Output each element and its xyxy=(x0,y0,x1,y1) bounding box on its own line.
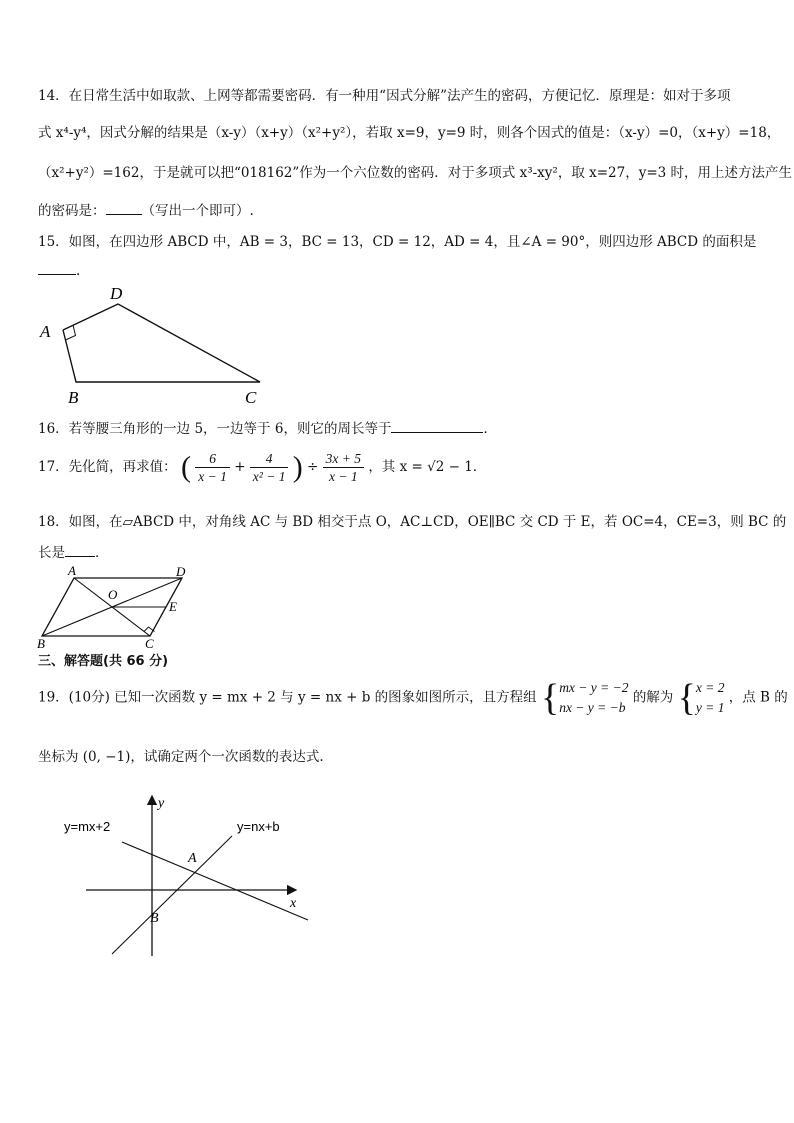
line-2-label: y=nx+b xyxy=(237,819,280,834)
label-o: O xyxy=(108,587,118,602)
fraction-2 xyxy=(250,450,289,485)
q18-answer-blank[interactable] xyxy=(65,544,95,557)
line-mx-plus-2 xyxy=(122,842,308,920)
fraction-1-num: 6 xyxy=(195,450,230,468)
solution-x: x = 2 xyxy=(695,680,725,695)
parallelogram-figure xyxy=(34,562,204,650)
quadrilateral-abcd xyxy=(63,304,260,382)
label-c: C xyxy=(145,636,154,650)
q14-prompt: 的密码是： xyxy=(38,203,106,219)
label-e: E xyxy=(169,599,177,614)
plus-sign: + xyxy=(234,459,246,475)
q19-lead: 19．(10分) 已知一次函数 y = mx + 2 与 y = nx + b 的图象如图所示，且方程组 xyxy=(38,689,537,706)
label-c: C xyxy=(245,388,257,404)
q15-answer-blank[interactable] xyxy=(38,262,76,275)
q16-answer-blank[interactable] xyxy=(391,420,483,433)
q14-line-1: 14．在日常生活中如取款、上网等都需要密码．有一种用“因式分解”法产生的密码，方便记忆．原理是：如对于多项 xyxy=(38,88,731,104)
fraction-3-num: 3x + 5 xyxy=(323,450,364,468)
q19-line-2: 坐标为 (0, −1)，试确定两个一次函数的表达式. xyxy=(38,749,324,765)
q14-note: （写出一个即可）. xyxy=(141,203,254,219)
left-brace: { xyxy=(540,677,560,719)
right-paren: ) xyxy=(292,450,303,484)
equation-2: nx − y = −b xyxy=(559,700,626,715)
q19-tail: ，点 B 的 xyxy=(728,689,788,706)
q15-end: . xyxy=(76,263,81,279)
fraction-1-den: x − 1 xyxy=(198,469,227,484)
label-b: B xyxy=(37,636,45,650)
fraction-3 xyxy=(323,450,364,485)
label-b: B xyxy=(68,388,79,404)
q16-line xyxy=(38,417,497,437)
q18-prompt: 长是 xyxy=(38,545,65,561)
linear-functions-graph xyxy=(60,790,320,960)
q17-lead: 17．先化简，再求值： xyxy=(38,459,177,475)
quadrilateral-figure xyxy=(32,284,272,404)
fraction-3-den: x − 1 xyxy=(329,469,358,484)
section-3-heading: 三、解答题(共 66 分) xyxy=(38,654,169,669)
left-brace-2: { xyxy=(677,677,696,719)
q14-answer-blank[interactable] xyxy=(106,202,142,215)
fraction-2-num: 4 xyxy=(250,450,289,468)
point-a-label: A xyxy=(188,851,197,866)
fraction-1 xyxy=(195,450,230,485)
solution-y: y = 1 xyxy=(695,700,725,715)
q19-mid: 的解为 xyxy=(632,689,674,706)
line-1-label: y=mx+2 xyxy=(64,819,111,834)
q18-end: ． xyxy=(95,545,109,561)
label-d: D xyxy=(110,284,123,303)
point-b-label: B xyxy=(150,911,159,926)
q15-line-2 xyxy=(38,262,80,279)
q14-line-3: （x²+y²）=162，于是就可以把“018162”作为一个六位数的密码．对于多项式 x³-xy²，取 x=27，y=3 时，用上述方法产生 xyxy=(38,165,793,181)
label-a: A xyxy=(40,322,51,341)
x-axis-label: x xyxy=(290,896,297,911)
right-angle-mark-c xyxy=(144,627,155,632)
solution-system xyxy=(696,678,725,718)
right-angle-mark-a xyxy=(66,325,76,340)
y-axis-label: y xyxy=(158,796,165,811)
equation-1: mx − y = −2 xyxy=(559,680,629,695)
q16-end: ． xyxy=(483,421,497,437)
equation-system xyxy=(559,678,628,718)
q16-text: 16．若等腰三角形的一边 5，一边等于 6，则它的周长等于 xyxy=(38,421,392,437)
fraction-2-den: x² − 1 xyxy=(252,469,286,484)
line-nx-plus-b xyxy=(112,836,232,954)
q19-line-1 xyxy=(38,676,788,720)
q17-line xyxy=(38,450,486,485)
left-paren: ( xyxy=(180,450,191,484)
label-d: D xyxy=(176,564,186,579)
q15-text: 15．如图，在四边形 ABCD 中，AB = 3，BC = 13，CD = 12，AD = 4，且∠A = 90°，则四边形 ABCD 的面积是 xyxy=(38,234,757,250)
q14-line-4 xyxy=(38,199,254,219)
q17-tail: ，其 x = √2 − 1． xyxy=(368,459,487,475)
divide-sign: ÷ xyxy=(307,459,319,475)
label-a: A xyxy=(68,563,76,578)
q18-line-2 xyxy=(38,541,109,561)
q14-line-2: 式 x⁴-y⁴，因式分解的结果是（x-y）（x+y）（x²+y²），若取 x=9，y=9 时，则各个因式的值是：（x-y）=0，（x+y）=18， xyxy=(38,125,781,141)
q18-line-1: 18．如图，在▱ABCD 中，对角线 AC 与 BD 相交于点 O，AC⊥CD，OE∥BC 交 CD 于 E，若 OC=4，CE=3，则 BC 的 xyxy=(38,514,787,530)
